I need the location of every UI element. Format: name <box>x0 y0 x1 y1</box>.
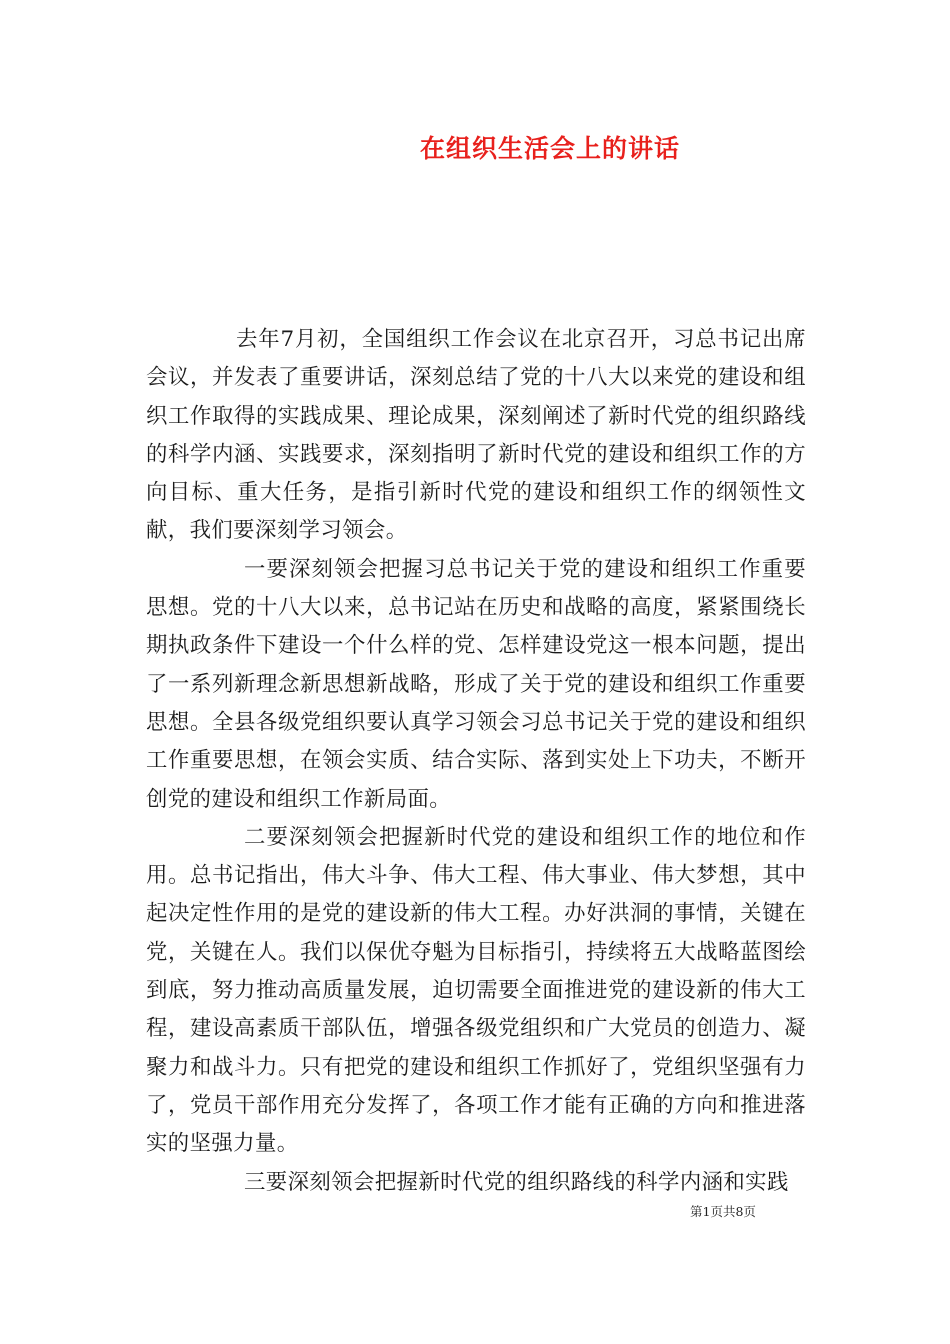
paragraph-point-two: 二要深刻领会把握新时代党的建设和组织工作的地位和作用。总书记指出，伟大斗争、伟大工程、伟大事业、伟大梦想，其中起决定性作用的是党的建设新的伟大工程。办好洪洞的事情，关键在党，关键在人。我们以保优夺魁为目标指引，持续将五大战略蓝图绘到底，努力推动高质量发展，迫切需要全面推进党的建设新的伟大工程，建设高素质干部队伍，增强各级党组织和广大党员的创造力、凝聚力和战斗力。只有把党的建设和组织工作抓好了，党组织坚强有力了，党员干部作用充分发挥了，各项工作才能有正确的方向和推进落实的坚强力量。 <box>146 824 806 1157</box>
paragraph-point-three: 三要深刻领会把握新时代党的组织路线的科学内涵和实践 <box>244 1169 789 1195</box>
page-number-footer: 第1页共8页 <box>690 1204 756 1219</box>
paragraph-point-one: 一要深刻领会把握习总书记关于党的建设和组织工作重要思想。党的十八大以来，总书记站在历史和战略的高度，紧紧围绕长期执政条件下建设一个什么样的党、怎样建设党这一根本问题，提出了一系列新理念新思想新战略，形成了关于党的建设和组织工作重要思想。全县各级党组织要认真学习领会习总书记关于党的建设和组织工作重要思想，在领会实质、结合实际、落到实处上下功夫，不断开创党的建设和组织工作新局面。 <box>146 556 806 812</box>
paragraph-intro: 去年7月初，全国组织工作会议在北京召开，习总书记出席会议，并发表了重要讲话，深刻总结了党的十八大以来党的建设和组织工作取得的实践成果、理论成果，深刻阐述了新时代党的组织路线的科学内涵、实践要求，深刻指明了新时代党的建设和组织工作的方向目标、重大任务，是指引新时代党的建设和组织工作的纲领性文献，我们要深刻学习领会。 <box>146 327 806 544</box>
document-body <box>146 321 806 1202</box>
document-title: 在组织生活会上的讲话 <box>419 134 680 163</box>
